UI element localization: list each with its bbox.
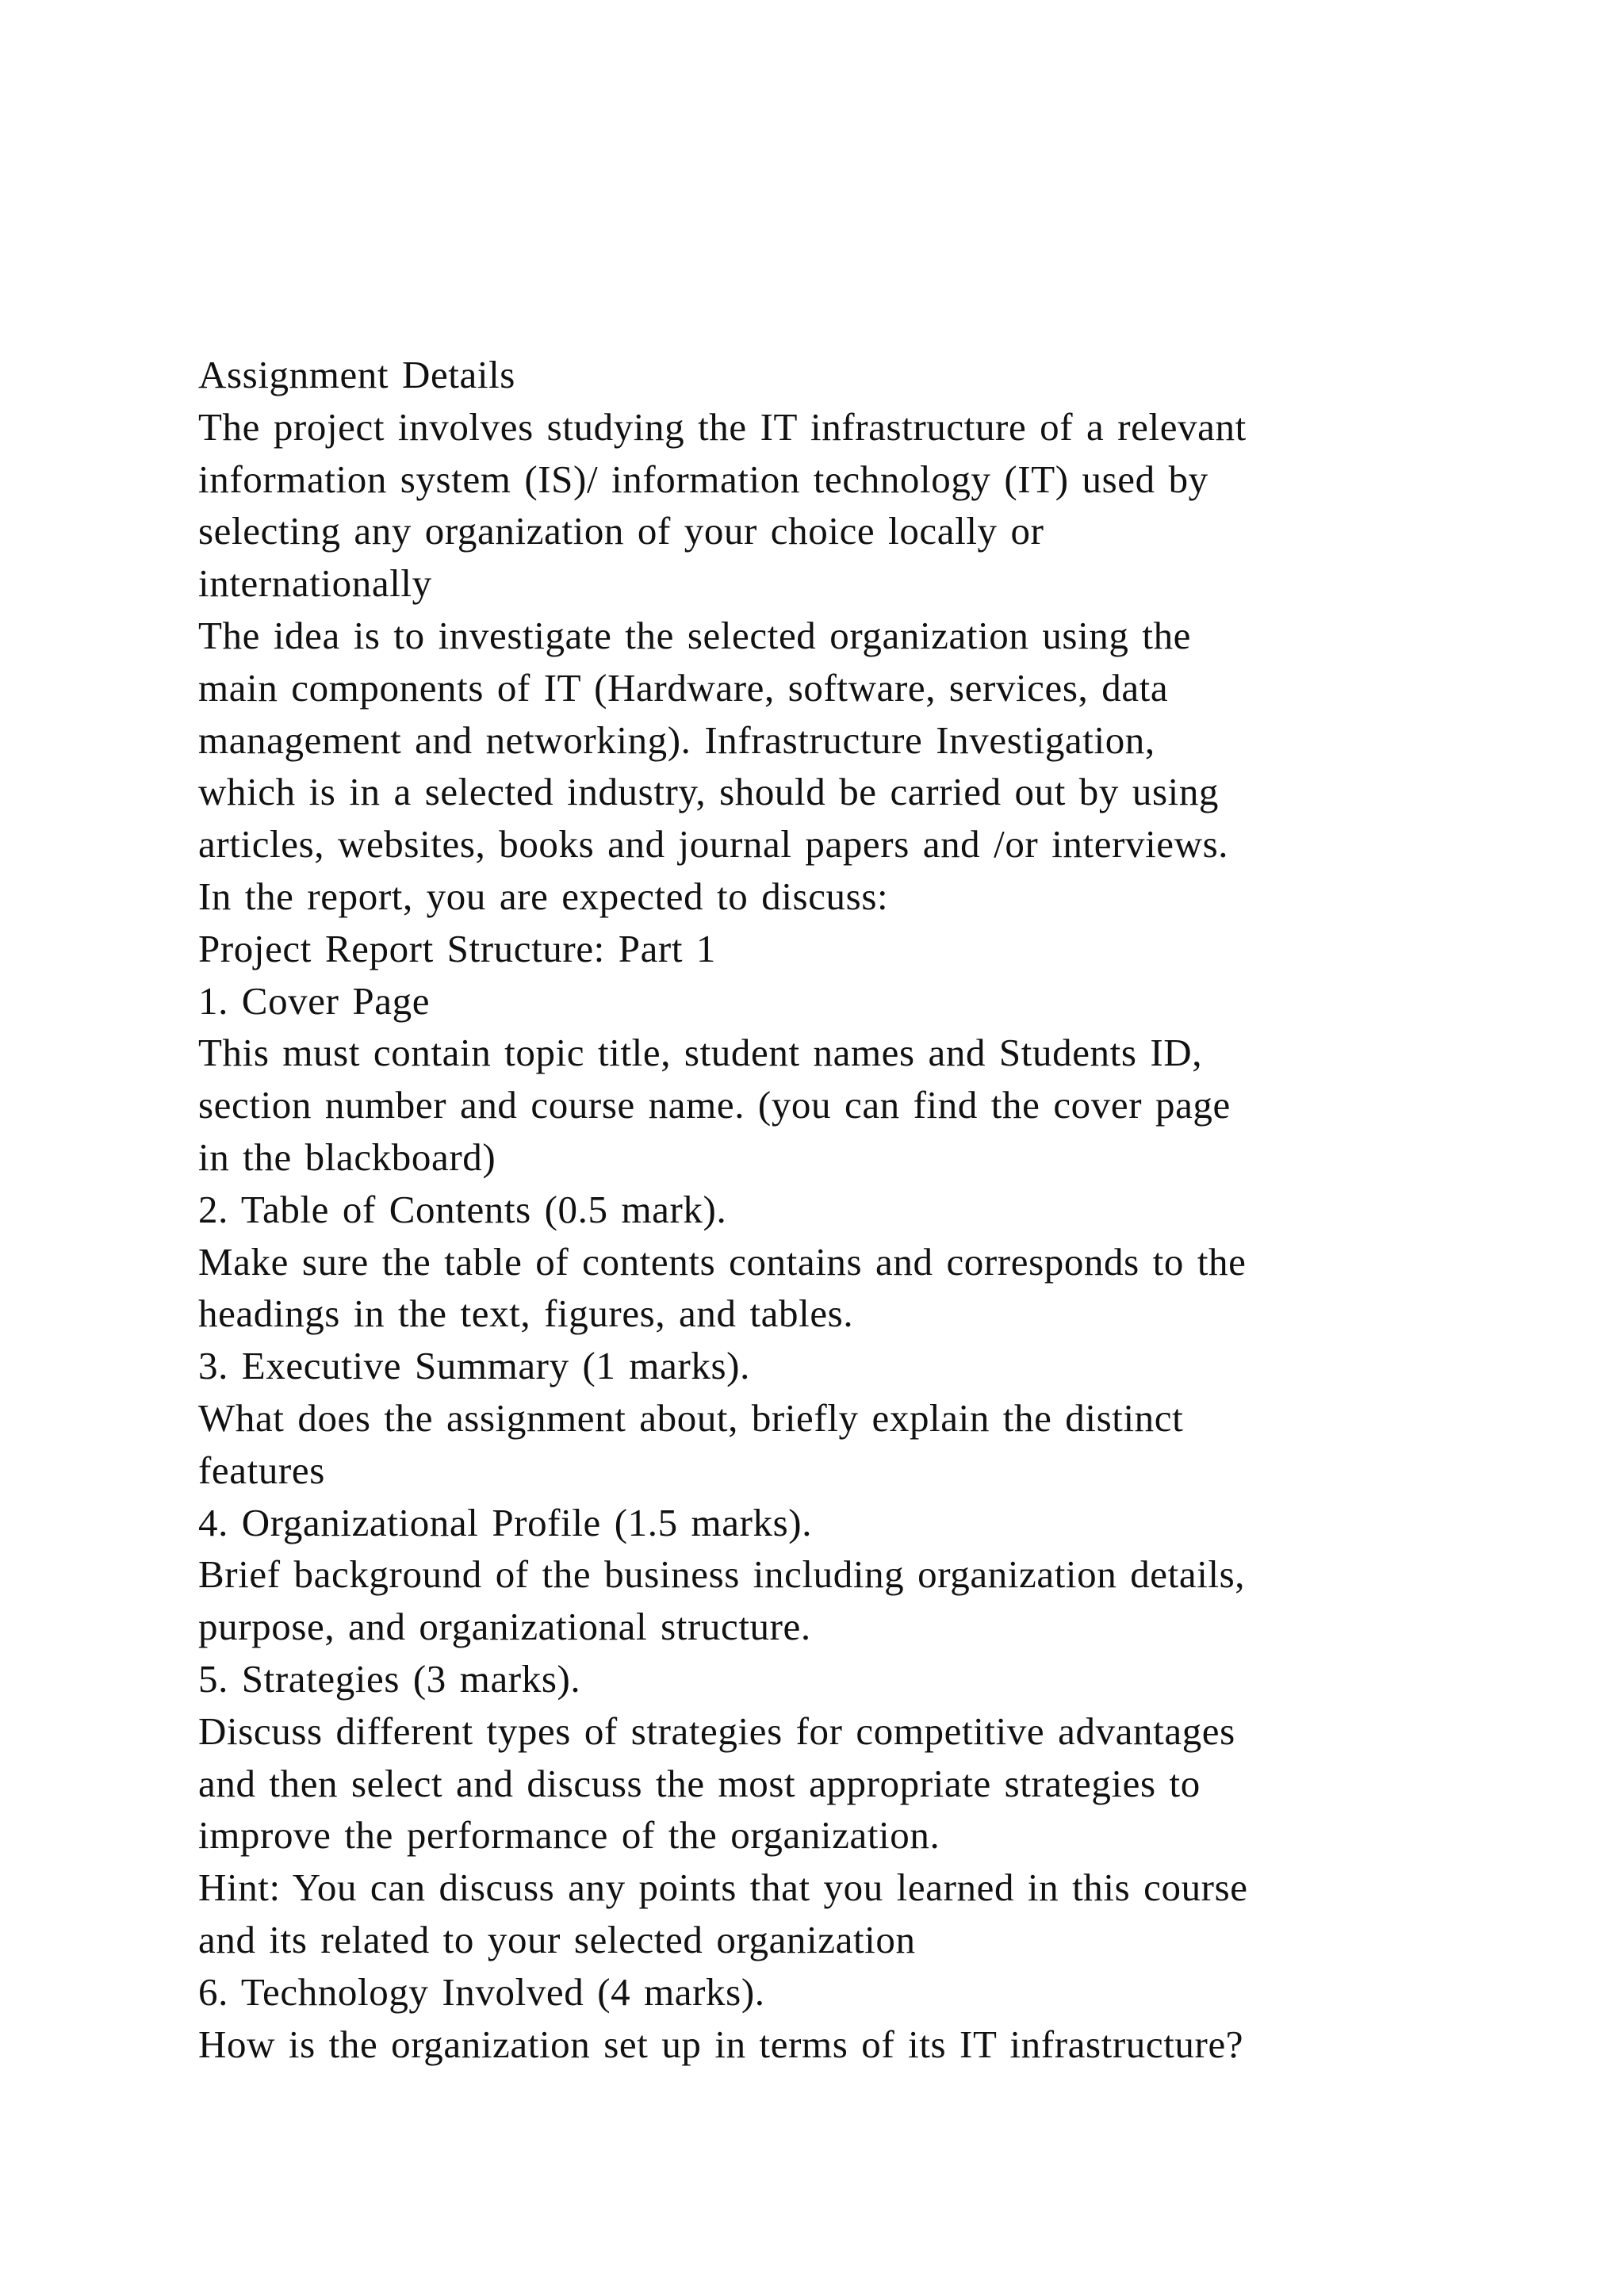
hint-text-line: Hint: You can discuss any points that you learned in this course [198,1866,1248,1910]
text-line: How is the organization set up in terms of its IT infrastructure? [198,2022,1244,2066]
text-line: in the blackboard) [198,1135,496,1179]
section-heading-cover-page: 1. Cover Page [198,978,431,1023]
text-line: Discuss different types of strategies for competitive advantages [198,1709,1235,1753]
text-line: main components of IT (Hardware, software, services, data [198,665,1169,710]
text-line: management and networking). Infrastructure Investigation, [198,718,1155,762]
section-heading-organizational-profile: 4. Organizational Profile (1.5 marks). [198,1500,813,1544]
document-body [198,349,1507,2070]
text-line: In the report, you are expected to discuss: [198,874,889,918]
text-line: features [198,1448,325,1492]
text-line: and then select and discuss the most appropriate strategies to [198,1761,1201,1805]
text-line: improve the performance of the organization. [198,1813,940,1858]
text-line: purpose, and organizational structure. [198,1605,811,1649]
text-line: Make sure the table of contents contains and corresponds to the [198,1239,1247,1284]
section-heading-strategies: 5. Strategies (3 marks). [198,1656,581,1701]
text-line: section number and course name. (you can find the cover page [198,1083,1231,1127]
text-line: internationally [198,561,432,606]
text-line: This must contain topic title, student names and Students ID, [198,1031,1203,1075]
section-heading-table-of-contents: 2. Table of Contents (0.5 mark). [198,1187,727,1231]
text-line: headings in the text, figures, and tables. [198,1292,854,1336]
text-line: and its related to your selected organization [198,1917,916,1961]
text-line: information system (IS)/ information technology (IT) used by [198,457,1208,501]
text-line: articles, websites, books and journal papers and /or interviews. [198,822,1229,867]
heading-report-structure: Project Report Structure: Part 1 [198,926,717,970]
text-line: The project involves studying the IT infrastructure of a relevant [198,404,1247,449]
text-line: Brief background of the business including organization details, [198,1552,1246,1597]
text-line: which is in a selected industry, should be carried out by using [198,770,1220,814]
section-heading-executive-summary: 3. Executive Summary (1 marks). [198,1344,750,1388]
text-line: What does the assignment about, briefly explain the distinct [198,1395,1184,1440]
heading-assignment-details: Assignment Details [198,353,515,396]
text-line: selecting any organization of your choice locally or [198,509,1044,553]
text-line: The idea is to investigate the selected organization using the [198,613,1192,657]
section-heading-technology-involved: 6. Technology Involved (4 marks). [198,1969,765,2014]
